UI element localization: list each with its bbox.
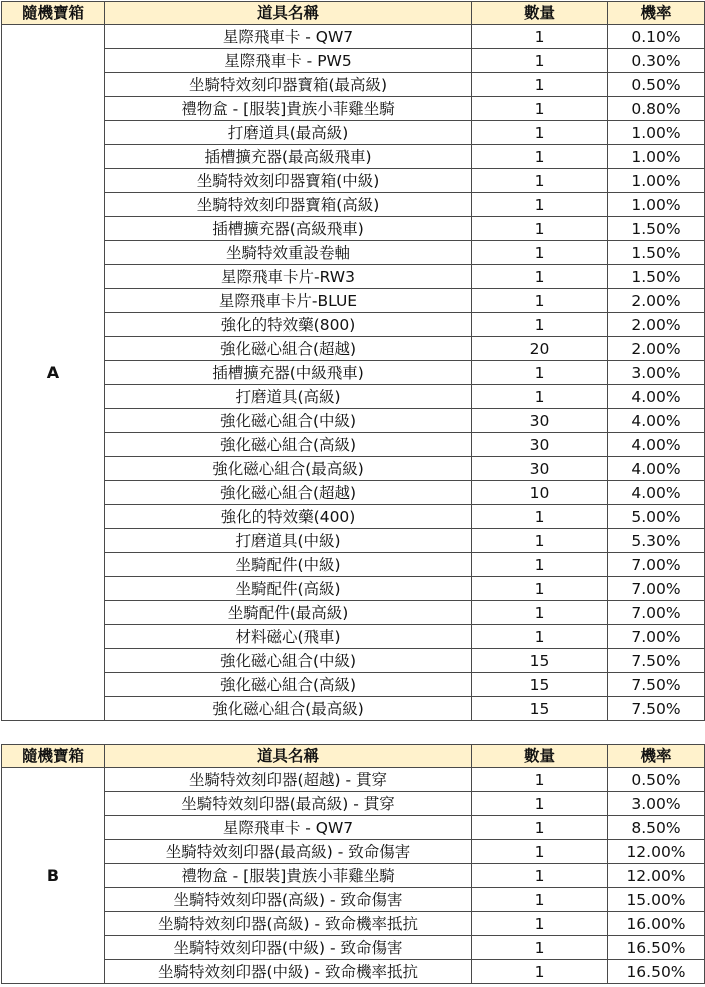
rate-cell: 0.80% [608,97,705,121]
table-row [2,265,705,289]
table-row [2,457,705,481]
table-row [2,97,705,121]
item-name-cell: 坐騎特效刻印器寶箱(中級) [105,169,472,193]
item-name-cell: 星際飛車卡 - QW7 [105,25,472,49]
item-name-cell: 插槽擴充器(高級飛車) [105,217,472,241]
item-name-cell: 強化磁心組合(超越) [105,337,472,361]
quantity-cell: 1 [472,912,608,936]
quantity-cell: 1 [472,73,608,97]
rate-cell: 7.00% [608,625,705,649]
rate-cell: 8.50% [608,816,705,840]
item-name-cell: 強化磁心組合(超越) [105,481,472,505]
rate-cell: 2.00% [608,313,705,337]
quantity-cell: 1 [472,553,608,577]
item-name-cell: 坐騎特效刻印器寶箱(最高級) [105,73,472,97]
header-item-name: 道具名稱 [105,2,472,25]
table-row [2,505,705,529]
table-row [2,337,705,361]
rate-cell: 0.50% [608,768,705,792]
item-name-cell: 禮物盒 - [服裝]貴族小菲雞坐騎 [105,864,472,888]
quantity-cell: 1 [472,361,608,385]
item-name-cell: 坐騎配件(最高級) [105,601,472,625]
rate-cell: 12.00% [608,840,705,864]
rate-cell: 7.00% [608,577,705,601]
header-item-name: 道具名稱 [105,745,472,768]
table-row [2,169,705,193]
quantity-cell: 1 [472,601,608,625]
item-name-cell: 強化磁心組合(中級) [105,409,472,433]
item-name-cell: 坐騎特效刻印器(中級) - 致命機率抵抗 [105,960,472,984]
item-name-cell: 強化磁心組合(高級) [105,433,472,457]
table-row [2,121,705,145]
item-name-cell: 坐騎特效刻印器(高級) - 致命機率抵抗 [105,912,472,936]
quantity-cell: 1 [472,169,608,193]
quantity-cell: 10 [472,481,608,505]
quantity-cell: 1 [472,193,608,217]
quantity-cell: 20 [472,337,608,361]
header-quantity: 數量 [472,745,608,768]
quantity-cell: 15 [472,673,608,697]
rate-cell: 7.50% [608,649,705,673]
rate-cell: 1.50% [608,241,705,265]
item-name-cell: 坐騎特效重設卷軸 [105,241,472,265]
item-name-cell: 強化磁心組合(高級) [105,673,472,697]
rate-cell: 1.00% [608,193,705,217]
table-row [2,193,705,217]
item-name-cell: 強化磁心組合(最高級) [105,457,472,481]
table-row [2,625,705,649]
item-name-cell: 星際飛車卡 - PW5 [105,49,472,73]
table-row [2,792,705,816]
quantity-cell: 1 [472,792,608,816]
rate-cell: 16.50% [608,960,705,984]
quantity-cell: 1 [472,145,608,169]
header-box: 隨機寶箱 [2,2,105,25]
quantity-cell: 1 [472,313,608,337]
table-row [2,313,705,337]
table-header-row [2,2,705,25]
item-name-cell: 坐騎特效刻印器(超越) - 貫穿 [105,768,472,792]
rate-cell: 7.00% [608,553,705,577]
quantity-cell: 1 [472,625,608,649]
rate-cell: 1.50% [608,217,705,241]
table-row [2,840,705,864]
rate-cell: 2.00% [608,289,705,313]
quantity-cell: 1 [472,505,608,529]
quantity-cell: 30 [472,409,608,433]
table-row [2,649,705,673]
table-row [2,481,705,505]
table-row [2,289,705,313]
quantity-cell: 30 [472,433,608,457]
rate-cell: 0.10% [608,25,705,49]
quantity-cell: 1 [472,385,608,409]
rate-cell: 16.50% [608,936,705,960]
rate-cell: 0.30% [608,49,705,73]
table-row [2,816,705,840]
rate-cell: 5.00% [608,505,705,529]
rate-cell: 2.00% [608,337,705,361]
item-name-cell: 星際飛車卡片-RW3 [105,265,472,289]
rate-cell: 7.00% [608,601,705,625]
quantity-cell: 1 [472,840,608,864]
table-body [2,25,705,721]
item-name-cell: 坐騎特效刻印器(高級) - 致命傷害 [105,888,472,912]
item-name-cell: 插槽擴充器(最高級飛車) [105,145,472,169]
rate-cell: 1.00% [608,145,705,169]
item-name-cell: 強化磁心組合(中級) [105,649,472,673]
table-row [2,241,705,265]
rate-cell: 0.50% [608,73,705,97]
item-name-cell: 打磨道具(高級) [105,385,472,409]
header-rate: 機率 [608,2,705,25]
rate-cell: 1.50% [608,265,705,289]
quantity-cell: 1 [472,816,608,840]
item-name-cell: 星際飛車卡片-BLUE [105,289,472,313]
quantity-cell: 1 [472,289,608,313]
table-row [2,673,705,697]
table-row [2,888,705,912]
quantity-cell: 1 [472,265,608,289]
quantity-cell: 15 [472,649,608,673]
table-row [2,73,705,97]
rate-cell: 4.00% [608,433,705,457]
table-row [2,385,705,409]
rate-cell: 5.30% [608,529,705,553]
item-name-cell: 打磨道具(中級) [105,529,472,553]
item-name-cell: 強化的特效藥(400) [105,505,472,529]
item-name-cell: 坐騎特效刻印器(中級) - 致命傷害 [105,936,472,960]
quantity-cell: 1 [472,768,608,792]
rate-cell: 12.00% [608,864,705,888]
quantity-cell: 1 [472,960,608,984]
item-name-cell: 坐騎配件(高級) [105,577,472,601]
quantity-cell: 1 [472,25,608,49]
rate-cell: 4.00% [608,481,705,505]
quantity-cell: 30 [472,457,608,481]
rate-cell: 7.50% [608,673,705,697]
item-name-cell: 坐騎特效刻印器(最高級) - 致命傷害 [105,840,472,864]
item-name-cell: 強化磁心組合(最高級) [105,697,472,721]
table-row [2,361,705,385]
header-box: 隨機寶箱 [2,745,105,768]
item-name-cell: 星際飛車卡 - QW7 [105,816,472,840]
table-row [2,529,705,553]
rate-cell: 4.00% [608,385,705,409]
table-row [2,912,705,936]
table-row [2,697,705,721]
rate-cell: 15.00% [608,888,705,912]
item-name-cell: 強化的特效藥(800) [105,313,472,337]
box-label-cell: A [2,25,105,721]
quantity-cell: 1 [472,577,608,601]
rate-cell: 7.50% [608,697,705,721]
table-row [2,864,705,888]
table-row [2,601,705,625]
item-name-cell: 坐騎特效刻印器寶箱(高級) [105,193,472,217]
item-name-cell: 禮物盒 - [服裝]貴族小菲雞坐騎 [105,97,472,121]
table-row [2,145,705,169]
header-quantity: 數量 [472,2,608,25]
probability-table-a [1,1,705,721]
rate-cell: 3.00% [608,792,705,816]
quantity-cell: 15 [472,697,608,721]
table-row [2,49,705,73]
rate-cell: 4.00% [608,457,705,481]
table-row [2,960,705,984]
item-name-cell: 材料磁心(飛車) [105,625,472,649]
quantity-cell: 1 [472,888,608,912]
item-name-cell: 插槽擴充器(中級飛車) [105,361,472,385]
rate-cell: 4.00% [608,409,705,433]
rate-cell: 3.00% [608,361,705,385]
table-row [2,577,705,601]
table-row [2,217,705,241]
quantity-cell: 1 [472,529,608,553]
quantity-cell: 1 [472,217,608,241]
box-label-cell: B [2,768,105,984]
table-row [2,25,705,49]
rate-cell: 16.00% [608,912,705,936]
item-name-cell: 坐騎配件(中級) [105,553,472,577]
rate-cell: 1.00% [608,169,705,193]
item-name-cell: 打磨道具(最高級) [105,121,472,145]
table-body [2,768,705,984]
probability-table-b [1,744,705,984]
rate-cell: 1.00% [608,121,705,145]
table-row [2,768,705,792]
quantity-cell: 1 [472,936,608,960]
quantity-cell: 1 [472,49,608,73]
item-name-cell: 坐騎特效刻印器(最高級) - 貫穿 [105,792,472,816]
table-row [2,936,705,960]
table-header-row [2,745,705,768]
header-rate: 機率 [608,745,705,768]
table-row [2,553,705,577]
quantity-cell: 1 [472,864,608,888]
table-row [2,433,705,457]
quantity-cell: 1 [472,241,608,265]
quantity-cell: 1 [472,121,608,145]
table-row [2,409,705,433]
quantity-cell: 1 [472,97,608,121]
